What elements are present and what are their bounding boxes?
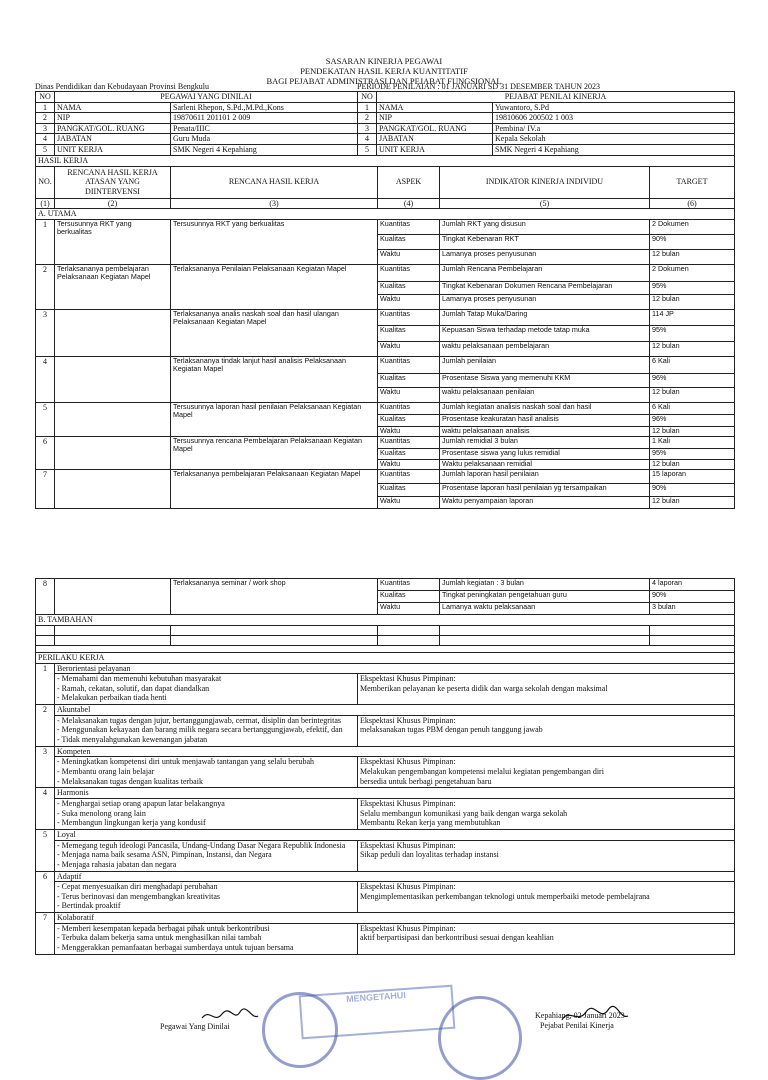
group-no: 1 [36,219,55,264]
perilaku-points [55,840,358,871]
identity-no: 2 [36,113,55,124]
aspek-cell: Kualitas [378,414,440,426]
rhk-atasan [55,402,171,436]
target-cell: 6 Kali [650,402,735,414]
aspek-cell: Kuantitas [378,356,440,373]
indikator-cell: Jumlah Rencana Pembelajaran [440,264,650,281]
aspek-cell: Waktu [378,341,440,356]
indikator-cell: Prosentase siswa yang lulus remidial [440,448,650,459]
identity-no: 5 [36,144,55,155]
indikator-cell: Lamanya proses penyusunan [440,294,650,309]
stamp-text: MENGETAHUI [345,989,407,1005]
expectation-text: Membantu Rekan kerja yang membutuhkan [360,818,501,828]
table-row [36,219,735,234]
perilaku-points [55,674,358,705]
aspek-cell: Waktu [378,426,440,436]
left-sign-label: Pegawai Yang Dinilai [160,1022,230,1031]
identity-label: PANGKAT/GOL. RUANG [55,123,171,134]
target-cell: 95% [650,448,735,459]
identity-table [35,91,735,156]
identity-label: PANGKAT/GOL. RUANG [377,123,493,134]
target-cell: 12 bulan [650,249,735,264]
perilaku-point: - Meningkatkan kompetensi diri untuk menjawab tantangan yang selalu berubah [57,757,315,767]
perilaku-point: - Melakukan perbaikan tiada henti [57,693,167,703]
perilaku-detail-row [36,757,735,788]
identity-row [36,123,735,134]
aspek-cell: Kualitas [378,325,440,341]
aspek-cell: Kualitas [378,591,440,603]
dinilai-header: PEGAWAI YANG DINILAI [55,92,358,103]
legalisir-stamp [299,985,456,1040]
column-number: (5) [440,198,650,209]
perilaku-name: Kompeten [55,746,735,757]
rhk: Terlaksananya Penilaian Pelaksanaan Kegiatan Mapel [171,264,378,309]
perilaku-name: Kolaboratif [55,913,735,924]
col-target-header: TARGET [650,166,735,198]
indikator-cell: Tingkat peningkatan pengetahuan guru [440,591,650,603]
column-number: (1) [36,198,55,209]
aspek-cell: Kuantitas [378,309,440,325]
aspek-cell: Kuantitas [378,469,440,483]
aspek-cell: Kualitas [378,281,440,294]
target-cell: 12 bulan [650,459,735,469]
col-rhk-header: RENCANA HASIL KERJA [171,166,378,198]
aspek-cell: Kuantitas [378,219,440,234]
identity-no: 3 [358,123,377,134]
no-header: NO [36,92,55,103]
expectation-text: Memberikan pelayanan ke peserta didik dan warga sekolah dengan maksimal [360,683,608,693]
indikator-cell: waktu pelaksanaan penilaian [440,387,650,402]
aspek-cell: Kuantitas [378,402,440,414]
target-cell: 15 laporan [650,469,735,483]
hasil-kerja-table [35,155,735,509]
indikator-cell: Tingkat Kebenaran RKT [440,234,650,249]
indikator-cell: Jumlah kegiatan : 3 bulan [440,579,650,591]
group-no: 5 [36,402,55,436]
perilaku-point: - Cepat menyesuaikan diri menghadapi perubahan [57,882,218,892]
perilaku-detail-row [36,674,735,705]
target-cell: 12 bulan [650,426,735,436]
table-row [36,402,735,414]
aspek-cell: Waktu [378,249,440,264]
perilaku-expectation [358,757,735,788]
perilaku-point: - Menggerakkan pemanfaatan berbagai sumberdaya untuk tujuan bersama [57,942,294,952]
identity-no: 1 [36,102,55,113]
instansi-label: Dinas Pendidikan dan Kebudayaan Provinsi Bengkulu [35,82,209,91]
target-cell: 12 bulan [650,496,735,508]
indikator-cell: Jumlah penilaian [440,356,650,373]
perilaku-points [55,798,358,829]
expectation-text: bersedia untuk berbagi pengetahuan baru [360,776,492,786]
perilaku-expectation [358,840,735,871]
expectation-label: Ekspektasi Khusus Pimpinan: [360,757,456,767]
target-cell: 1 Kali [650,436,735,448]
col-aspek-header: ASPEK [378,166,440,198]
target-cell: 12 bulan [650,387,735,402]
perilaku-points [55,715,358,746]
perilaku-no: 2 [36,705,55,747]
identity-row [36,102,735,113]
rhk: Terlaksananya tindak lanjut hasil analisis Pelaksanaan Kegiatan Mapel [171,356,378,402]
perilaku-point: - Terbuka dalam bekerja sama untuk menghasilkan nilai tambah [57,933,262,943]
target-cell: 2 Dokumen [650,219,735,234]
dinilai-value: Guru Muda [171,134,358,145]
target-cell: 12 bulan [650,294,735,309]
rhk-atasan: Terlaksananya pembelajaran Pelaksanaan Kegiatan Mapel [55,264,171,309]
col-rhk-atasan-header: RENCANA HASIL KERJA ATASAN YANG DIINTERVENSI [55,166,171,198]
aspek-cell: Kualitas [378,234,440,249]
perilaku-points [55,923,358,954]
group-no: 8 [36,579,55,615]
col-no-header: NO. [36,166,55,198]
perilaku-heading-row [36,829,735,840]
target-cell: 114 JP [650,309,735,325]
table-row [36,356,735,373]
expectation-label: Ekspektasi Khusus Pimpinan: [360,840,456,850]
perilaku-heading-row [36,913,735,924]
expectation-text: melaksanakan tugas PBM dengan penuh tanggung jawab [360,725,543,735]
identity-no: 2 [358,113,377,124]
perilaku-detail-row [36,840,735,871]
rhk: Terlaksananya pembelajaran Pelaksanaan Kegiatan Mapel [171,469,378,508]
tambahan-label: B. TAMBAHAN [36,615,735,626]
identity-label: JABATAN [55,134,171,145]
aspek-cell: Waktu [378,603,440,615]
perilaku-no: 3 [36,746,55,788]
dinilai-value: SMK Negeri 4 Kepahiang [171,144,358,155]
perilaku-expectation [358,923,735,954]
perilaku-point: - Suka menolong orang lain [57,808,146,818]
aspek-cell: Waktu [378,387,440,402]
indikator-cell: Jumlah Tatap Muka/Daring [440,309,650,325]
perilaku-detail-row [36,882,735,913]
target-cell: 90% [650,234,735,249]
signature-right [560,1006,630,1024]
perilaku-point: - Menjaga rahasia jabatan dan negara [57,859,177,869]
expectation-text: aktif berpartisipasi dan berkontribusi sesuai dengan keahlian [360,933,554,943]
penilai-value: SMK Negeri 4 Kepahiang [493,144,735,155]
perilaku-point: - Membangun lingkungan kerja yang kondusif [57,818,206,828]
perilaku-expectation [358,798,735,829]
perilaku-point: - Memahami dan memenuhi kebutuhan masyarakat [57,674,222,684]
rhk-atasan [55,356,171,402]
table-row [36,469,735,483]
indikator-cell: Jumlah RKT yang disusun [440,219,650,234]
place-date: Kepahiang, 02 Januari 2023 [535,1011,625,1020]
perilaku-point: - Melaksanakan tugas dengan jujur, bertanggungjawab, cermat, disiplin dan berintegritas [57,715,342,725]
aspek-cell: Kuantitas [378,264,440,281]
perilaku-heading-row [36,746,735,757]
column-number: (2) [55,198,171,209]
perilaku-point: - Memberi kesempatan kepada berbagai pihak untuk berkontribusi [57,923,270,933]
perilaku-name: Akuntabel [55,705,735,716]
aspek-cell: Waktu [378,496,440,508]
penilai-value: 19810606 200502 1 003 [493,113,735,124]
perilaku-heading-row [36,705,735,716]
identity-row [36,144,735,155]
table-row [36,309,735,325]
indikator-cell: Waktu pelaksanaan remidial [440,459,650,469]
rhk: Terlaksananya seminar / work shop [171,579,378,615]
doc-subtitle: PENDEKATAN HASIL KERJA KUANTITATIF [300,66,468,76]
indikator-cell: Lamanya proses penyusunan [440,249,650,264]
perilaku-point: - Menghargai setiap orang apapun latar belakangnya [57,798,225,808]
expectation-label: Ekspektasi Khusus Pimpinan: [360,715,456,725]
perilaku-name: Berorientasi pelayanan [55,663,735,674]
target-cell: 4 laporan [650,579,735,591]
perilaku-expectation [358,674,735,705]
target-cell: 96% [650,414,735,426]
signature-left [200,1008,260,1024]
expectation-label: Ekspektasi Khusus Pimpinan: [360,674,456,684]
target-cell: 12 bulan [650,341,735,356]
perilaku-no: 1 [36,663,55,705]
aspek-cell: Kualitas [378,448,440,459]
perilaku-heading-row [36,663,735,674]
perilaku-detail-row [36,715,735,746]
table-row [36,579,735,591]
identity-label: UNIT KERJA [377,144,493,155]
perilaku-point: - Menggunakan kekayaan dan barang milik negara secara bertanggungjawab, efektif, dan [57,725,343,735]
rhk-atasan [55,436,171,469]
aspek-cell: Kualitas [378,483,440,496]
perilaku-kerja-table [35,652,735,955]
doc-title: SASARAN KINERJA PEGAWAI [325,56,443,66]
hasil-kerja-title: HASIL KERJA [36,156,735,167]
penilai-value: Pembina/ IV.a [493,123,735,134]
expectation-label: Ekspektasi Khusus Pimpinan: [360,882,456,892]
penilai-header: PEJABAT PENILAI KINERJA [377,92,735,103]
aspek-cell: Waktu [378,459,440,469]
rhk-atasan [55,309,171,356]
expectation-text: Sikap peduli dan loyalitas terhadap instansi [360,850,499,860]
column-number: (4) [378,198,440,209]
rhk: Tersusunnya RKT yang berkualitas [171,219,378,264]
aspek-cell: Kuantitas [378,436,440,448]
identity-label: NIP [55,113,171,124]
perilaku-point: - Bertindak proaktif [57,901,121,911]
identity-label: JABATAN [377,134,493,145]
indikator-cell: Kepuasan Siswa terhadap metode tatap muka [440,325,650,341]
indikator-cell: Waktu penyampaian laporan [440,496,650,508]
perilaku-no: 4 [36,788,55,830]
identity-label: NIP [377,113,493,124]
column-number: (3) [171,198,378,209]
indikator-cell: waktu pelaksanaan pembelajaran [440,341,650,356]
indikator-cell: Jumlah kegiatan analisis naskah soal dan hasil [440,402,650,414]
rhk-atasan [55,579,171,615]
indikator-cell: Prosentase Siswa yang memenuhi KKM [440,373,650,387]
dinilai-value: 19870611 201101 2 009 [171,113,358,124]
expectation-text: Mengimplementasikan perkembangan teknologi untuk memperbaiki metode pembelajrana [360,891,650,901]
target-cell: 95% [650,325,735,341]
group-no: 3 [36,309,55,356]
target-cell: 96% [650,373,735,387]
rhk: Tersusunnya laporan hasil penilaian Pelaksanaan Kegiatan Mapel [171,402,378,436]
expectation-text: Selalu membangun komunikasi yang baik dengan warga sekolah [360,808,568,818]
perilaku-detail-row [36,798,735,829]
group-no: 6 [36,436,55,469]
perilaku-expectation [358,715,735,746]
penilai-value: Yuwantoro, S.Pd [493,102,735,113]
perilaku-points [55,882,358,913]
perilaku-point: - Memegang teguh ideologi Pancasila, Undang-Undang Dasar Negara Republik Indonesia [57,840,346,850]
perilaku-point: - Ramah, cekatan, solutif, dan dapat diandalkan [57,683,210,693]
target-cell: 3 bulan [650,603,735,615]
indikator-cell: Lamanya waktu pelaksanaan [440,603,650,615]
identity-no: 4 [36,134,55,145]
target-cell: 90% [650,591,735,603]
table-row [36,264,735,281]
target-cell: 2 Dokumen [650,264,735,281]
group-no: 4 [36,356,55,402]
identity-row [36,113,735,124]
expectation-label: Ekspektasi Khusus Pimpinan: [360,798,456,808]
perilaku-no: 7 [36,913,55,955]
identity-no: 4 [358,134,377,145]
indikator-cell: Prosentase laporan hasil penilaian yg tersampaikan [440,483,650,496]
perilaku-name: Harmonis [55,788,735,799]
target-cell: 95% [650,281,735,294]
perilaku-expectation [358,882,735,913]
identity-label: UNIT KERJA [55,144,171,155]
utama-label: A. UTAMA [36,209,735,220]
col-indikator-header: INDIKATOR KINERJA INDIVIDU [440,166,650,198]
aspek-cell: Kuantitas [378,579,440,591]
perilaku-name: Loyal [55,829,735,840]
perilaku-point: - Menjaga nama baik sesama ASN, Pimpinan, Instansi, dan Negara [57,850,272,860]
dinilai-value: Sarleni Rhepon, S.Pd.,M.Pd.,Kons [171,102,358,113]
identity-label: NAMA [377,102,493,113]
target-cell: 90% [650,483,735,496]
perilaku-point: - Tidak menyalahgunakan kewenangan jabatan [57,734,208,744]
hasil-kerja-table-continued [35,578,735,653]
expectation-label: Ekspektasi Khusus Pimpinan: [360,923,456,933]
identity-label: NAMA [55,102,171,113]
indikator-cell: Jumlah remidial 3 bulan [440,436,650,448]
perilaku-heading-row [36,788,735,799]
perilaku-point: - Membantu orang lain belajar [57,766,155,776]
perilaku-detail-row [36,923,735,954]
no-header: NO [358,92,377,103]
dinilai-value: Penata/IIIC [171,123,358,134]
table-row [36,436,735,448]
right-sign-label: Pejabat Penilai Kinerja [540,1021,614,1030]
aspek-cell: Kualitas [378,373,440,387]
indikator-cell: Tingkat Kebenaran Dokumen Rencana Pembelajaran [440,281,650,294]
identity-row [36,134,735,145]
target-cell: 6 Kali [650,356,735,373]
identity-no: 5 [358,144,377,155]
perilaku-points [55,757,358,788]
indikator-cell: Jumlah laporan hasil penilaian [440,469,650,483]
perilaku-name: Adaptif [55,871,735,882]
perilaku-title: PERILAKU KERJA [36,653,735,664]
indikator-cell: waktu pelaksanaan analisis [440,426,650,436]
rhk-atasan: Tersusunnya RKT yang berkualitas [55,219,171,264]
group-no: 2 [36,264,55,309]
doc-subtitle-2: BAGI PEJABAT ADMINISTRASI DAN PEJABAT FUNGSIONAL [266,76,502,86]
perilaku-no: 6 [36,871,55,913]
identity-no: 1 [358,102,377,113]
indikator-cell: Prosentase keakuratan hasil analisis [440,414,650,426]
perilaku-heading-row [36,871,735,882]
rhk-atasan [55,469,171,508]
perilaku-point: - Melaksanakan tugas dengan kualitas terbaik [57,776,203,786]
group-no: 7 [36,469,55,508]
aspek-cell: Waktu [378,294,440,309]
rhk: Tersusunnya rencana Pembelajaran Pelaksanaan Kegiatan Mapel [171,436,378,469]
expectation-text: Melakukan pengembangan kompetensi melalui kegiatan pengembangan diri [360,766,604,776]
rhk: Terlaksananya analis naskah soal dan hasil ulangan Pelaksanaan Kegiatan Mapel [171,309,378,356]
perilaku-point: - Terus berinovasi dan mengembangkan kreativitas [57,891,221,901]
identity-no: 3 [36,123,55,134]
column-number: (6) [650,198,735,209]
perilaku-no: 5 [36,829,55,871]
periode-label: PERIODE PENILAIAN : 01 JANUARI SD 31 DESEMBER TAHUN 2023 [357,82,600,91]
penilai-value: Kepala Sekolah [493,134,735,145]
